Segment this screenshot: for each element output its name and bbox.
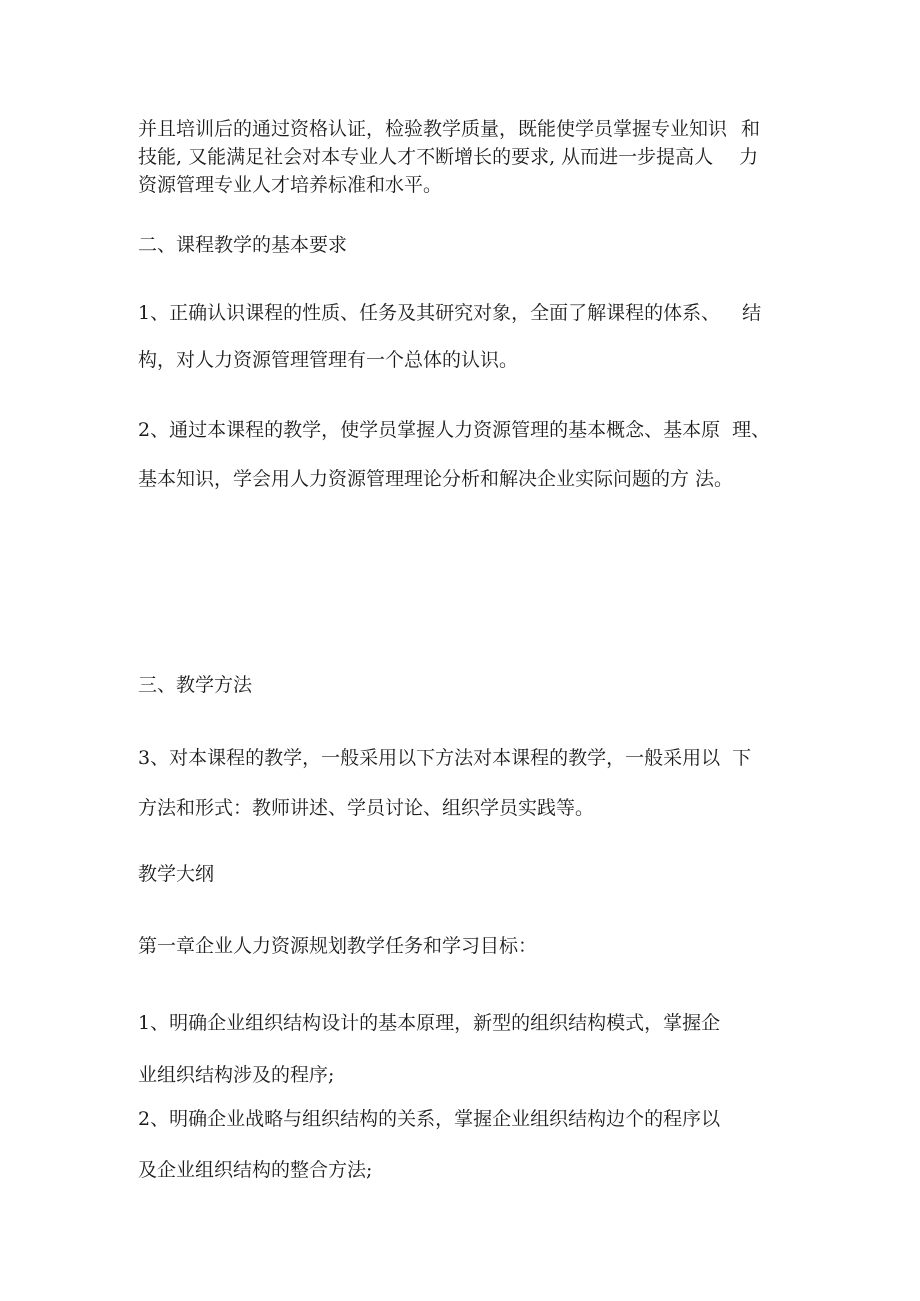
item2-line-2: 基本知识，学会用人力资源管理理论分析和解决企业实际问题的方 法。 (138, 468, 734, 490)
item2-line-1 (138, 418, 770, 442)
item3-line-1 (138, 746, 751, 770)
goal2-line-1: 2、明确企业战略与组织结构的关系，掌握企业组织结构边个的程序以 (138, 1108, 721, 1130)
goal1-line-2: 业组织结构涉及的程序; (138, 1064, 335, 1086)
intro-line-2-tail: 力 (739, 146, 759, 168)
item3-line-1-text: 3、对本课程的教学，一般采用以下方法对本课程的教学，一般采用以 (138, 747, 721, 769)
item1-line-1-text: 1、正确认识课程的性质、任务及其研究对象，全面了解课程的体系、 (138, 302, 721, 324)
chapter1-heading: 第一章企业人力资源规划教学任务和学习目标： (138, 935, 538, 957)
item2-line-1-tail: 理、 (732, 419, 771, 441)
intro-line-1-tail: 和 (741, 118, 761, 140)
intro-line-2 (138, 145, 758, 169)
syllabus-title: 教学大纲 (138, 863, 215, 885)
intro-line-1-text: 并且培训后的通过资格认证，检验教学质量，既能使学员掌握专业知识 (138, 118, 728, 140)
intro-line-2-text: 技能, 又能满足社会对本专业人才不断增长的要求, 从而进一步提高人 (138, 146, 714, 168)
section3-heading: 三、教学方法 (138, 674, 253, 696)
item3-line-2: 方法和形式：教师讲述、学员讨论、组织学员实践等。 (138, 797, 595, 819)
item2-line-1-text: 2、通过本课程的教学，使学员掌握人力资源管理的基本概念、基本原 (138, 419, 721, 441)
intro-line-3: 资源管理专业人才培养标准和水平。 (138, 174, 443, 196)
item3-line-1-tail: 下 (732, 747, 752, 769)
item1-line-1 (138, 301, 761, 325)
section2-heading: 二、课程教学的基本要求 (138, 234, 348, 256)
item1-line-1-tail: 结 (742, 302, 762, 324)
intro-line-1 (138, 117, 760, 141)
goal1-line-1: 1、明确企业组织结构设计的基本原理，新型的组织结构模式，掌握企 (138, 1012, 721, 1034)
goal2-line-2: 及企业组织结构的整合方法; (138, 1159, 373, 1181)
item1-line-2: 构，对人力资源管理管理有一个总体的认识。 (138, 349, 519, 371)
